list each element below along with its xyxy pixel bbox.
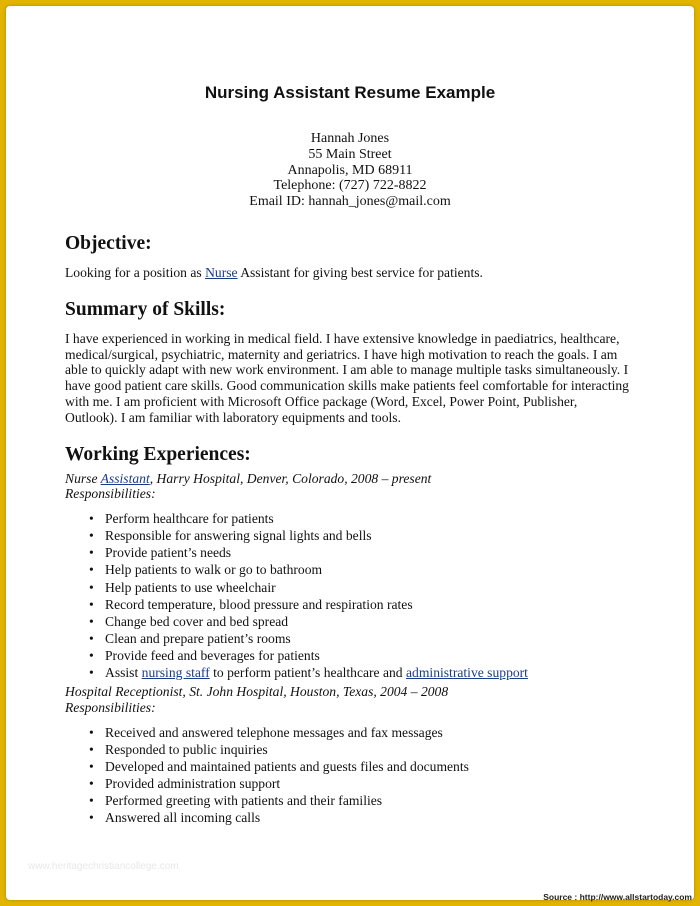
list-item: • Provided administration support	[89, 775, 645, 792]
objective-text-before: Looking for a position as	[65, 265, 206, 280]
objective-heading: Objective:	[65, 233, 152, 254]
assist-text-before: Assist	[105, 665, 142, 681]
job1-rest: , Harry Hospital, Denver, Colorado, 2008 – present	[149, 470, 432, 486]
list-item	[89, 664, 645, 681]
skills-heading: Summary of Skills:	[65, 298, 226, 320]
list-item: • Received and answered telephone messages and fax messages	[89, 724, 645, 741]
list-item: • Help patients to use wheelchair	[89, 579, 645, 596]
page-title: Nursing Assistant Resume Example	[204, 83, 496, 102]
contact-email: Email ID: hannah_jones@mail.com	[249, 194, 451, 210]
assist-text-middle: to perform patient’s healthcare and	[209, 665, 407, 681]
skills-line: have good patient care skills. Good communication skills make patients feel comfortable for interacting	[65, 378, 629, 394]
objective-text	[65, 265, 645, 281]
skills-line: able to quickly adapt with new work environment. I am able to manage multiple tasks simultaneously. I	[65, 362, 629, 378]
skills-line: Outlook). I am familiar with laboratory equipments and tools.	[65, 409, 401, 425]
contact-name: Hannah Jones	[310, 131, 390, 146]
list-item: • Provide patient’s needs	[89, 544, 645, 561]
list-item: • Perform healthcare for patients	[89, 510, 645, 527]
watermark-text: www.heritagechristiancollege.com	[28, 861, 179, 872]
list-item: • Clean and prepare patient’s rooms	[89, 630, 645, 647]
list-item: • Provide feed and beverages for patients	[89, 647, 645, 664]
resume-page	[6, 6, 694, 900]
nursing-staff-link[interactable]: nursing staff	[141, 665, 210, 681]
list-item: • Record temperature, blood pressure and respiration rates	[89, 596, 645, 613]
list-item: • Responded to public inquiries	[89, 741, 645, 758]
assistant-link[interactable]: Assistant	[100, 470, 150, 486]
list-item: • Answered all incoming calls	[89, 809, 645, 826]
resume-content	[65, 232, 645, 826]
skills-line: with me. I am proficient with Microsoft Office package (Word, Excel, Power Point, Publisher,	[65, 393, 578, 409]
list-item: • Performed greeting with patients and their families	[89, 792, 645, 809]
list-item: • Responsible for answering signal lights and bells	[89, 527, 645, 544]
job1-title	[65, 471, 645, 487]
job1-prefix: Nurse	[65, 470, 101, 486]
list-item: • Help patients to walk or go to bathroom	[89, 561, 645, 578]
contact-street: 55 Main Street	[308, 146, 392, 162]
contact-phone: Telephone: (727) 722-8822	[273, 178, 427, 194]
contact-city: Annapolis, MD 68911	[287, 162, 413, 178]
contact-block	[6, 131, 694, 210]
skills-paragraph	[65, 331, 645, 426]
source-credit: Source : http://www.allstartoday.com	[543, 892, 692, 902]
administrative-support-link[interactable]: administrative support	[406, 665, 528, 681]
skills-line: I have experienced in working in medical field. I have extensive knowledge in paediatrics, healthcare,	[65, 330, 620, 346]
list-item: • Change bed cover and bed spread	[89, 613, 645, 630]
list-item: • Developed and maintained patients and guests files and documents	[89, 758, 645, 775]
objective-text-after: Assistant for giving best service for patients.	[237, 265, 483, 280]
job2-title: Hospital Receptionist, St. John Hospital, Houston, Texas, 2004 – 2008	[65, 684, 449, 700]
experience-heading: Working Experiences:	[65, 443, 251, 465]
nurse-link[interactable]: Nurse	[205, 265, 238, 280]
job1-duties-list	[65, 510, 645, 681]
job2-duties-list	[65, 724, 645, 827]
job2-responsibilities-label: Responsibilities:	[65, 699, 156, 715]
job1-responsibilities-label: Responsibilities:	[65, 486, 156, 502]
skills-line: medical/surgical, psychiatric, maternity and geriatrics. I have high motivation to reach the goals. I am	[65, 346, 618, 362]
